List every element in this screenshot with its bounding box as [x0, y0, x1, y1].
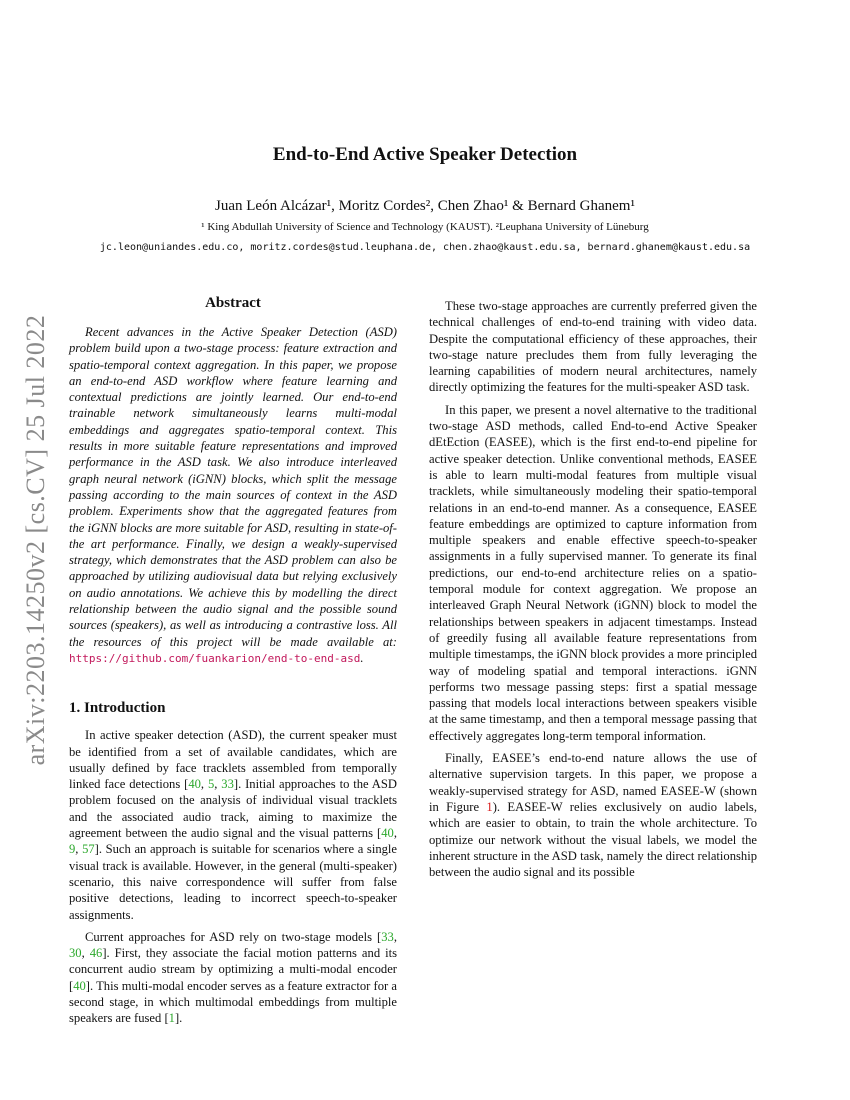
intro-paragraph-1: In active speaker detection (ASD), the current speaker must be identified from a set of available candidates, which are usually defined by face tracklets assembled from temporally linked face detections [40, 5, 33]. Initial approaches to the ASD problem focused on the analysis of individual visual tracklets and the associated audio track, aiming to maximize the agreement between the audio signal and the visual patterns [40, 9, 57]. Such an approach is suitable for scenarios where a single visual track is available. However, in the general (multi-speaker) scenario, this naive correspondence will suffer from false positive detections, leading to incorrect speech-to-speaker assignments.	[69, 728, 398, 922]
citation-link[interactable]: 9	[69, 842, 76, 857]
introduction-heading: 1. Introduction	[69, 700, 166, 717]
left-column	[69, 294, 397, 1033]
citation-link[interactable]: 1	[168, 1011, 175, 1026]
citation-link[interactable]: 57	[82, 842, 95, 857]
arxiv-stamp-text: arXiv:2203.14250v2 [cs.CV] 25 Jul 2022	[21, 314, 50, 766]
citation-link[interactable]: 5	[207, 777, 215, 792]
citation-link[interactable]: 40	[381, 826, 394, 841]
abstract-text: Recent advances in the Active Speaker Detection (ASD) problem build upon a two-stage process: feature extraction and spatio-temporal context aggregation. In this paper, we propose an end-to-end ASD workflow where feature learning and contextual predictions are jointly learned. Our end-to-end trainable network simultaneously learns multi-modal embeddings and aggregates spatio-temporal context. This results in more suitable feature representations and improved performance in the ASD task. We also introduce interleaved graph neural network (iGNN) blocks, which split the message passing according to the main sources of context in the ASD problem. Experiments show that the aggregated features from the iGNN blocks are more suitable for ASD, resulting in state-of-the art performance. Finally, we design a weakly-supervised strategy, which demonstrates that the ASD problem can also be approached by utilizing audiovisual data but relying exclusively on audio annotations. We achieve this by modelling the direct relationship between the audio signal and the possible sound sources (speakers), as well as introducing a contrastive loss. All the resources of this project will be made available at: https://github.com/fuankarion/end-to-end-asd.	[69, 325, 397, 665]
authors-line: Juan León Alcázar¹, Moritz Cordes², Chen Zhao¹ & Bernard Ghanem¹	[215, 198, 635, 214]
citation-link[interactable]: 40	[73, 978, 86, 993]
citation-link[interactable]: 33	[381, 929, 394, 944]
abstract-heading: Abstract	[205, 295, 261, 311]
citation-link[interactable]: 46	[89, 946, 103, 961]
citation-link[interactable]: 33	[221, 777, 234, 792]
paper-title: End-to-End Active Speaker Detection	[272, 144, 578, 165]
intro-paragraph-2: Current approaches for ASD rely on two-stage models [33, 30, 46]. First, they associate the facial motion patterns and its concurrent audio stream by optimizing a multi-modal encoder [40]. This multi-modal encoder serves as a feature extractor for a second stage, in which multimodal embeddings from multiple speakers are fused [1].	[69, 929, 398, 1026]
citation-link[interactable]: 30	[69, 946, 82, 961]
project-url-link[interactable]: https://github.com/fuankarion/end-to-end-asd	[69, 651, 361, 665]
figure-reference-link[interactable]: 1	[486, 799, 493, 814]
intro-paragraph-3: These two-stage approaches are currently preferred given the technical challenges of end-to-end training with video data. Despite the computational efficiency of these approaches, their two-stage nature precludes them from fully leveraging the learning capabilities of modern neural architectures, namely directly optimizing the features for the multi-speaker ASD task.	[429, 299, 757, 395]
affiliations-line: ¹ King Abdullah University of Science and Technology (KAUST). ²Leuphana University of Lüneburg	[201, 221, 649, 233]
intro-paragraph-4: In this paper, we present a novel alternative to the traditional two-stage ASD methods, called End-to-end Active Speaker dEtEction (EASEE), which is the first end-to-end pipeline for active speaker detection. Unlike conventional methods, EASEE is able to learn multi-modal features from multiple visual tracklets, while simultaneously modeling their spatio-temporal relations in an end-to-end manner. As a consequence, EASEE feature embeddings are optimized to capture information from multiple speakers and enable effective speech-to-speaker assignments in a fully supervised manner. To generate its final predictions, our end-to-end architecture relies on a spatio-temporal module for context aggregation. We propose an interleaved Graph Neural Network (iGNN) block to model the relationships between speakers in adjacent timestamps. Instead of greedily fusing all available feature representations from multiple timestamps, the iGNN block provides a more principled way of modeling spatial and temporal interactions. iGNN performs two message passing steps: first a spatial message passing that models local interactions between speakers visible at the same timestamp, and then a temporal message passing that effectively aggregates long-term temporal information.	[429, 402, 757, 743]
right-column	[429, 298, 757, 886]
intro-paragraph-5: Finally, EASEE’s end-to-end nature allows the use of alternative supervision targets. In this paper, we propose a weakly-supervised strategy for ASD, named EASEE-W (shown in Figure 1). EASEE-W relies exclusively on audio labels, which are easier to obtain, to train the whole architecture. To optimize our network without the visual labels, we model the inherent structure in the ASD task, namely the direct relationship between the audio signal and its possible	[429, 751, 757, 880]
emails-line: jc.leon@uniandes.edu.co, moritz.cordes@stud.leuphana.de, chen.zhao@kaust.edu.sa, bernard.ghanem@kaust.edu.sa	[99, 242, 751, 253]
citation-link[interactable]: 40	[188, 777, 201, 792]
